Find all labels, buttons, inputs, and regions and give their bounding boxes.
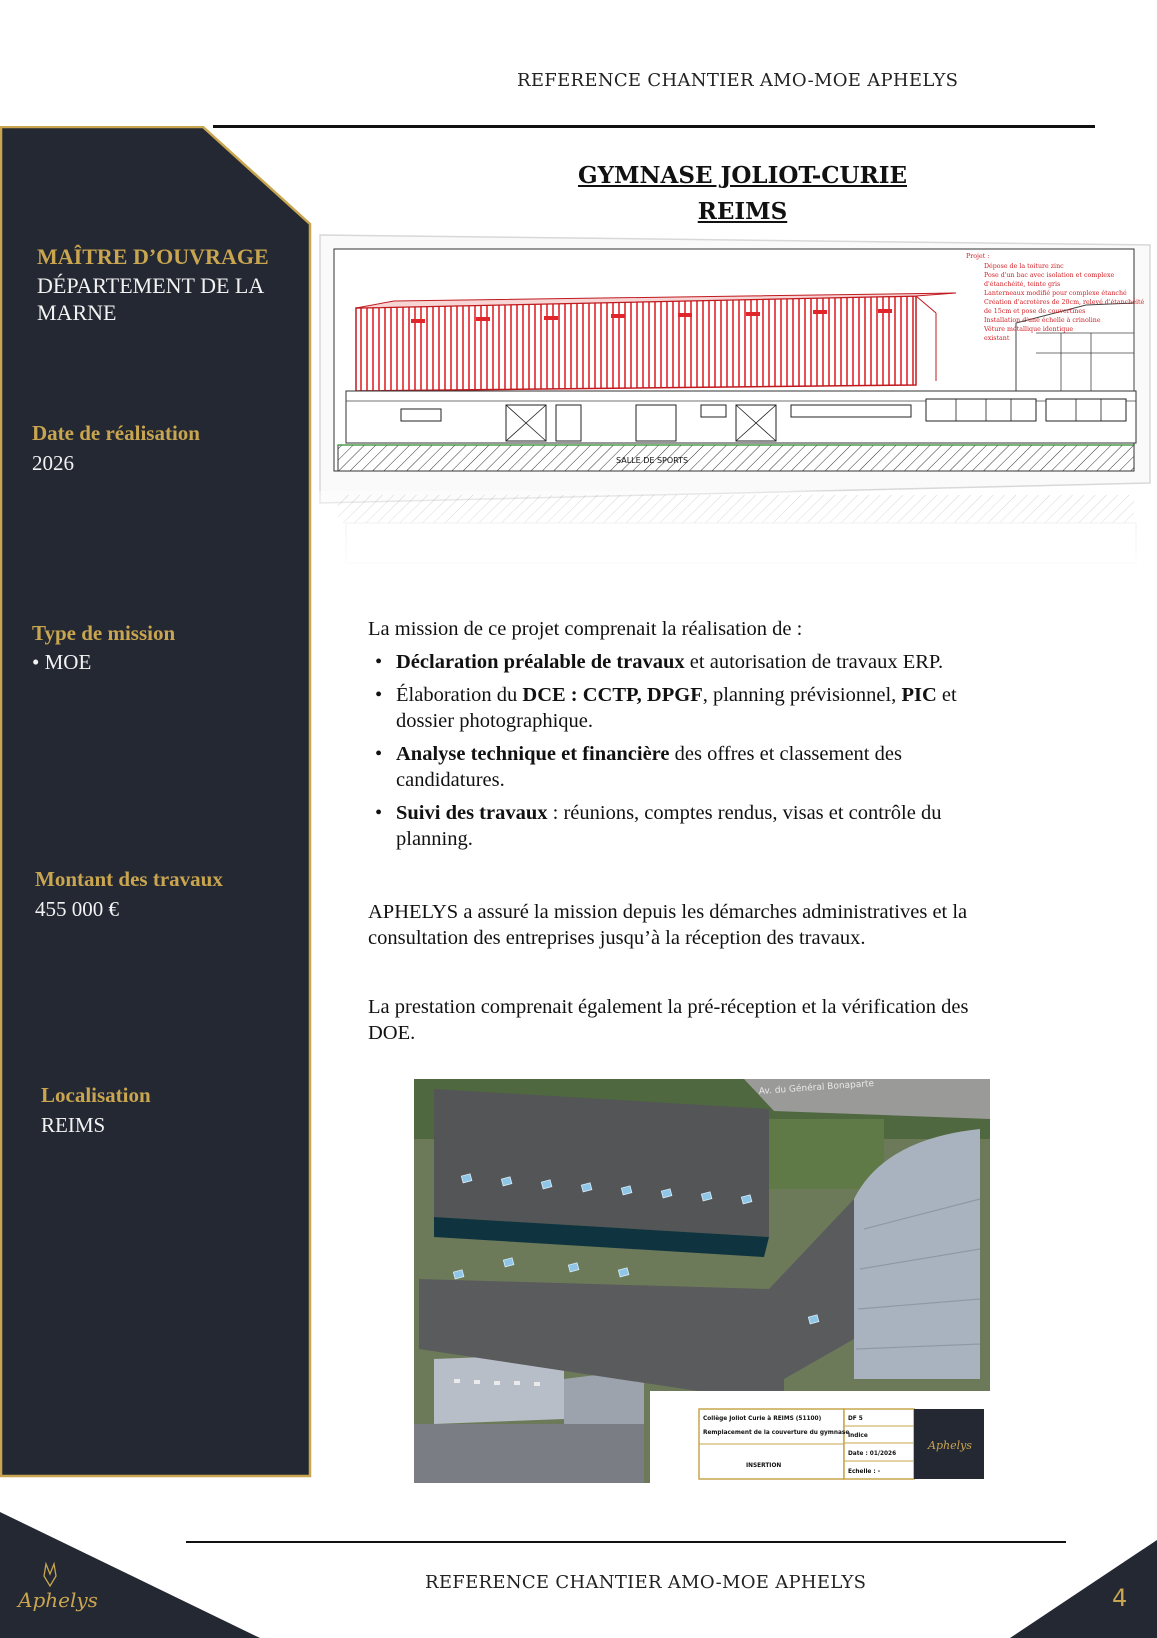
cartouche-indice: Indice (848, 1433, 868, 1439)
drawing-note: Projet : (966, 253, 990, 260)
bullet-continuation: planning. (396, 828, 473, 850)
drawing-note: d'étanchéité, teinte gris (984, 281, 1061, 288)
aerial-insertion-image (414, 1079, 990, 1483)
paragraph-line: APHELYS a assuré la mission depuis les démarches administratives et la (368, 901, 968, 923)
bullet-item: • Déclaration préalable de travaux et autorisation de travaux ERP. (375, 651, 944, 673)
footer-title: REFERENCE CHANTIER AMO-MOE APHELYS (425, 1572, 867, 1593)
owner-label: MAÎTRE D’OUVRAGE (37, 244, 269, 269)
bullet-item: • Suivi des travaux : réunions, comptes rendus, visas et contrôle du planning. (368, 800, 1088, 852)
header-title: REFERENCE CHANTIER AMO-MOE APHELYS (517, 70, 959, 91)
project-title (500, 158, 985, 230)
location-label: Localisation (41, 1083, 151, 1107)
bullet-text: : réunions, comptes rendus, visas et contrôle du (547, 802, 942, 824)
mission-type-label: Type de mission (32, 621, 176, 645)
bullet-text: , planning prévisionnel, (702, 684, 902, 706)
paragraph (368, 899, 967, 951)
cartouche-logo-text: Aphelys (928, 1439, 972, 1452)
drawing-note: Création d'acrotères de 20cm, relevé d'étanchéité (984, 299, 1145, 306)
project-name: GYMNASE JOLIOT-CURIE (577, 162, 908, 189)
bullet-item: • Analyse technique et financière des offres et classement des candidatures. (368, 741, 1088, 793)
bullet-bold: Analyse technique et financière (396, 743, 670, 765)
drawing-note: Pose d'un bac avec isolation et complexe (984, 272, 1115, 279)
mission-type-value: • MOE (32, 650, 92, 674)
cartouche-subtitle: Remplacement de la couverture du gymnase (703, 1430, 850, 1436)
amount-value: 455 000 € (35, 897, 119, 921)
page-number: 4 (1112, 1584, 1128, 1612)
bullet-bold: Déclaration préalable de travaux (396, 651, 685, 673)
cartouche-insertion: INSERTION (746, 1463, 782, 1469)
bullet-continuation: candidatures. (396, 769, 505, 791)
owner-value-line2: MARNE (37, 300, 117, 325)
cartouche-date: Date : 01/2026 (848, 1451, 897, 1457)
cartouche-df: DF 5 (848, 1416, 863, 1422)
footer-logo-text: Aphelys (18, 1588, 98, 1612)
bullet-text: et (936, 684, 957, 706)
drawing-note: existant (984, 335, 1010, 342)
drawing-floor-label: SALLE DE SPORTS (616, 456, 689, 465)
drawing-note: Installation d'une échelle à crinoline (984, 317, 1101, 324)
facade-elevation-drawing (316, 233, 1151, 583)
drawing-note: Lanterneaux modifié pour complexe étanché (984, 290, 1127, 297)
paragraph-line: DOE. (368, 1022, 416, 1044)
paragraph (368, 994, 969, 1046)
drawing-note: de 15cm et pose de couvertines (984, 308, 1086, 315)
footer-divider (186, 1541, 1066, 1543)
amount-label: Montant des travaux (35, 867, 223, 891)
bullet-item: • Élaboration du DCE : CCTP, DPGF, planning prévisionnel, PIC et dossier photographique. (368, 682, 1088, 734)
paragraph-line: consultation des entreprises jusqu’à la réception des travaux. (368, 927, 866, 949)
header-divider (213, 125, 1095, 128)
drawing-note: Vêture métallique identique (984, 326, 1074, 333)
bullet-bold: DCE : CCTP, DPGF (522, 684, 703, 706)
date-value: 2026 (32, 451, 74, 475)
date-label: Date de réalisation (32, 421, 200, 445)
bullet-text: Élaboration du (396, 684, 523, 706)
bullet-continuation: dossier photographique. (396, 710, 593, 732)
bullet-text: des offres et classement des (669, 743, 902, 765)
location-value: REIMS (41, 1113, 106, 1137)
bullet-text: et autorisation de travaux ERP. (684, 651, 944, 673)
paragraph-line: La prestation comprenait également la pré-réception et la vérification des (368, 996, 969, 1018)
street-label: Av. du Général Bonaparte (758, 1079, 875, 1097)
cartouche-scale: Echelle : - (848, 1469, 881, 1475)
owner-value-line1: DÉPARTEMENT DE LA (37, 273, 265, 298)
project-city: REIMS (697, 198, 788, 225)
sidebar-panel (0, 126, 312, 1478)
bullet-bold: PIC (901, 684, 937, 706)
mission-intro: La mission de ce projet comprenait la réalisation de : (368, 618, 803, 640)
drawing-note: Dépose de la toiture zinc (984, 263, 1064, 270)
bullet-bold: Suivi des travaux (396, 802, 548, 824)
cartouche-title: Collège Joliot Curie à REIMS (51100) (703, 1416, 822, 1422)
